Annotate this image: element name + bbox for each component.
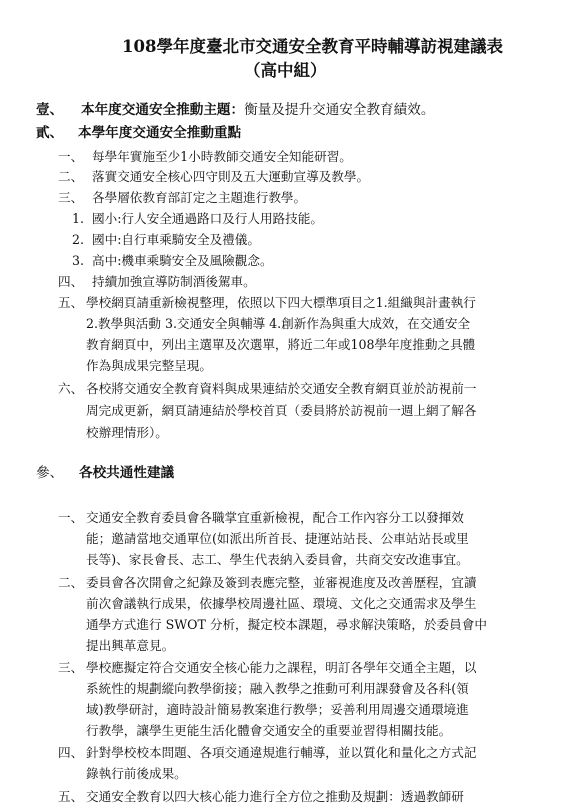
s2-item-5-line-4: 作為與成果完整呈現。 bbox=[86, 358, 212, 373]
s2-item-5-number: 五、 bbox=[58, 295, 84, 310]
s2-sub-1-text: 國小:行人安全通過路口及行人用路技能。 bbox=[92, 211, 323, 226]
document-subtitle: （高中組） bbox=[244, 61, 327, 80]
s2-item-6-number: 六、 bbox=[58, 381, 84, 396]
s2-sub-2-number: 2. bbox=[72, 232, 85, 247]
section-1-label: 本年度交通安全推動主題： bbox=[81, 102, 245, 118]
s3-item-5-number: 五、 bbox=[58, 789, 84, 804]
s2-item-5-line-1: 學校網頁請重新檢視整理，依照以下四大標準項目之1.組織與計畫執行 bbox=[86, 295, 476, 310]
s3-item-3-line-4: 行教學，讓學生更能生活化體會交通安全的重要並習得相關技能。 bbox=[86, 723, 452, 738]
s3-item-2-number: 二、 bbox=[58, 575, 84, 590]
s3-item-4-line-2: 錄執行前後成果。 bbox=[86, 766, 187, 781]
s2-item-6-line-2: 周完成更新，網頁請連結於學校首頁（委員將於訪視前一週上網了解各 bbox=[86, 403, 477, 418]
s3-item-2-line-3: 通學方式進行 SWOT 分析，擬定校本課題，尋求解決策略，於委員會中 bbox=[86, 617, 487, 632]
section-2-heading: 本學年度交通安全推動重點 bbox=[78, 125, 242, 141]
s3-item-3-line-3: 域)教學研討，適時設計簡易教案進行教學；妥善利用周邊交通環境進 bbox=[86, 702, 469, 717]
s3-item-2-line-4: 提出興革意見。 bbox=[86, 638, 175, 653]
document-title: 108學年度臺北市交通安全教育平時輔導訪視建議表 bbox=[122, 37, 503, 56]
section-1-number: 壹、 bbox=[36, 102, 64, 118]
section-1-heading bbox=[81, 102, 434, 118]
s3-item-5-line-1: 交通安全教育以四大核心能力進行全方位之推動及規劃：透過教師研 bbox=[86, 789, 464, 804]
s3-item-1-line-2: 能；邀請當地交通單位(如派出所首長、捷運站站長、公車站站長或里 bbox=[86, 531, 469, 546]
s2-item-2-number: 二、 bbox=[58, 169, 84, 184]
s3-item-3-line-1: 學校應擬定符合交通安全核心能力之課程，明訂各學年交通全主題，以 bbox=[86, 660, 477, 675]
s2-item-4-text: 持續加強宣導防制酒後駕車。 bbox=[92, 274, 256, 289]
s2-item-2-text: 落實交通安全核心四守則及五大運動宣導及教學。 bbox=[92, 169, 370, 184]
s3-item-4-number: 四、 bbox=[58, 745, 84, 760]
s3-item-2-line-1: 委員會各次開會之紀錄及簽到表應完整，並審視進度及改善歷程，宜讀 bbox=[86, 575, 477, 590]
s3-item-1-line-3: 長等)、家長會長、志工、學生代表納入委員會，共商交安改進事宜。 bbox=[86, 552, 469, 567]
s2-item-6-line-3: 校辦理情形）。 bbox=[86, 425, 168, 440]
s2-item-3-number: 三、 bbox=[58, 190, 84, 205]
section-2-number: 貳、 bbox=[36, 125, 64, 141]
s3-item-3-number: 三、 bbox=[58, 660, 84, 675]
s2-sub-3-number: 3. bbox=[72, 253, 85, 268]
s2-item-3-text: 各學層依教育部訂定之主題進行教學。 bbox=[92, 190, 307, 205]
s2-item-6-line-1: 各校將交通安全教育資料與成果連結於交通安全教育網頁並於訪視前一 bbox=[86, 381, 477, 396]
section-1-text: 衡量及提升交通安全教育績效。 bbox=[244, 102, 435, 118]
s2-sub-1-number: 1. bbox=[72, 211, 85, 226]
s3-item-1-line-1: 交通安全教育委員會各職掌宜重新檢視，配合工作內容分工以發揮效 bbox=[86, 510, 464, 525]
s2-sub-3-text: 高中:機車乘騎安全及風險觀念。 bbox=[92, 253, 273, 268]
s3-item-3-line-2: 系統性的規劃縱向教學銜接；融入教學之推動可利用課發會及各科(領 bbox=[86, 681, 469, 696]
s2-sub-2-text: 國中:自行車乘騎安全及禮儀。 bbox=[92, 232, 260, 247]
s3-item-2-line-2: 前次會議執行成果，依據學校周邊社區、環境、文化之交通需求及學生 bbox=[86, 596, 477, 611]
s2-item-1-number: 一、 bbox=[58, 149, 84, 164]
s3-item-1-number: 一、 bbox=[58, 510, 84, 525]
section-3-number: 參、 bbox=[36, 465, 64, 481]
s2-item-4-number: 四、 bbox=[58, 274, 84, 289]
s2-item-5-line-2: 2.教學與活動 3.交通安全與輔導 4.創新作為與重大成效，在交通安全 bbox=[86, 316, 471, 331]
s2-item-1-text: 每學年實施至少1小時教師交通安全知能研習。 bbox=[92, 149, 352, 164]
s2-item-5-line-3: 教育網頁中，列出主選單及次選單，將近二年或108學年度推動之具體 bbox=[86, 337, 476, 352]
section-3-heading: 各校共通性建議 bbox=[79, 465, 175, 481]
s3-item-4-line-1: 針對學校校本問題、各項交通違規進行輔導，並以質化和量化之方式記 bbox=[86, 745, 477, 760]
